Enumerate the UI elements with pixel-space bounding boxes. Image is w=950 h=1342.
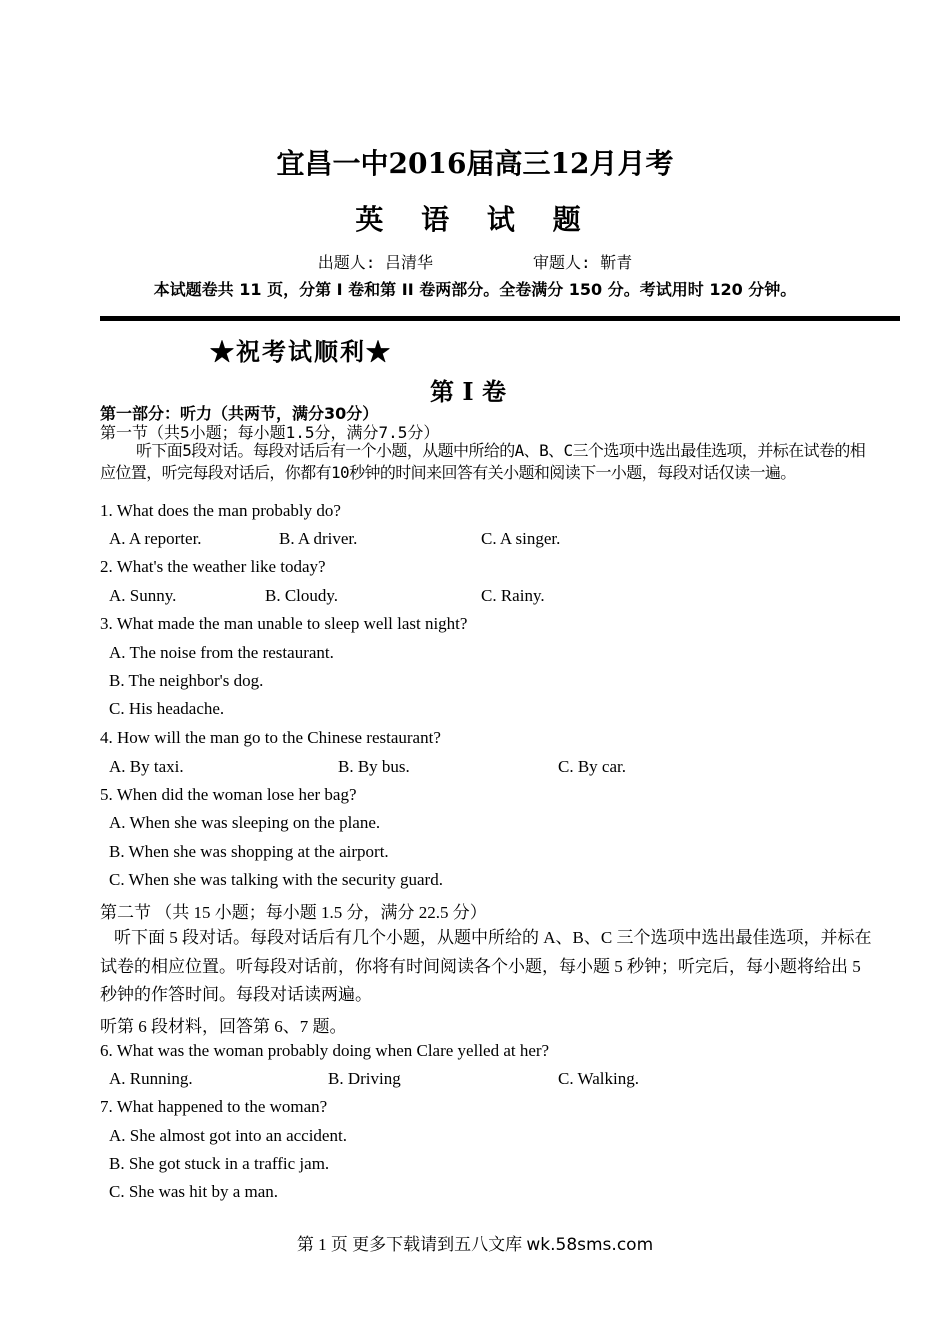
q2-option-a: A. Sunny. [109, 586, 177, 605]
reviewer-name: 审题人: 靳青 [533, 253, 633, 272]
q1-option-b: B. A driver. [279, 529, 358, 548]
q7-option-a: A. She almost got into an accident. [109, 1126, 347, 1145]
divider-rule [100, 316, 900, 321]
material-note: 听第 6 段材料，回答第 6、7 题。 [100, 1017, 347, 1036]
q1-option-c: C. A singer. [481, 529, 561, 548]
q4-option-a: A. By taxi. [109, 757, 184, 776]
question-7: 7. What happened to the woman? [100, 1097, 328, 1116]
exam-info: 本试题卷共 11 页，分第 I 卷和第 II 卷两部分。全卷满分 150 分。考试用时 120 分钟。 [153, 280, 797, 299]
setter-name: 出题人: 吕清华 [317, 253, 433, 272]
q2-option-b: B. Cloudy. [265, 586, 339, 605]
question-4: 4. How will the man go to the Chinese restaurant? [100, 728, 441, 747]
question-2: 2. What's the weather like today? [100, 557, 326, 576]
question-6: 6. What was the woman probably doing when Clare yelled at her? [100, 1041, 550, 1060]
section2-heading: 第二节 （共 15 小题；每小题 1.5 分，满分 22.5 分） [100, 903, 487, 922]
footer-site-link[interactable]: wk.58sms.com [526, 1235, 654, 1255]
page-footer [0, 1230, 950, 1255]
exam-title: 宜昌一中2016届高三12月月考 [276, 147, 674, 180]
part1-heading: 第一部分：听力（共两节，满分30分） [100, 404, 379, 423]
q5-option-b: B. When she was shopping at the airport. [109, 842, 389, 861]
q3-option-c: C. His headache. [109, 699, 225, 718]
volume-heading: 第 I 卷 [430, 377, 506, 406]
q6-option-a: A. Running. [109, 1069, 193, 1088]
q2-option-c: C. Rainy. [481, 586, 545, 605]
q1-option-a: A. A reporter. [109, 529, 202, 548]
q7-option-c: C. She was hit by a man. [109, 1182, 279, 1201]
q5-option-a: A. When she was sleeping on the plane. [109, 813, 381, 832]
q4-option-b: B. By bus. [338, 757, 410, 776]
good-luck-banner: ★祝考试顺利★ [210, 337, 392, 366]
section1-heading: 第一节（共5小题；每小题1.5分，满分7.5分） [100, 423, 440, 442]
section1-directions: 听下面5段对话。每段对话后有一个小题，从题中所给的A、B、C三个选项中选出最佳选项，并标在试卷的相应位置，听完每段对话后，你都有10秒钟的时间来回答有关小题和阅读下一小题，每段对话仅读一遍。 [100, 441, 866, 482]
q6-option-b: B. Driving [328, 1069, 401, 1088]
q6-option-c: C. Walking. [558, 1069, 639, 1088]
section2-directions: 听下面 5 段对话。每段对话后有几个小题，从题中所给的 A、B、C 三个选项中选出最佳选项，并标在试卷的相应位置。听每段对话前，你将有时间阅读各个小题，每小题 5 秒钟；听完后，每小题将给出 5 秒钟的作答时间。每段对话读两遍。 [100, 928, 872, 1004]
q7-option-b: B. She got stuck in a traffic jam. [109, 1154, 330, 1173]
q5-option-c: C. When she was talking with the security guard. [109, 870, 443, 889]
question-5: 5. When did the woman lose her bag? [100, 785, 357, 804]
question-3: 3. What made the man unable to sleep well last night? [100, 614, 468, 633]
q3-option-a: A. The noise from the restaurant. [109, 643, 334, 662]
exam-subject: 英 语 试 题 [355, 203, 595, 236]
q3-option-b: B. The neighbor's dog. [109, 671, 264, 690]
exam-setters [0, 250, 950, 273]
question-1: 1. What does the man probably do? [100, 501, 341, 520]
q4-option-c: C. By car. [558, 757, 626, 776]
footer-page: 第 1 页 更多下载请到五八文库 [296, 1235, 523, 1254]
